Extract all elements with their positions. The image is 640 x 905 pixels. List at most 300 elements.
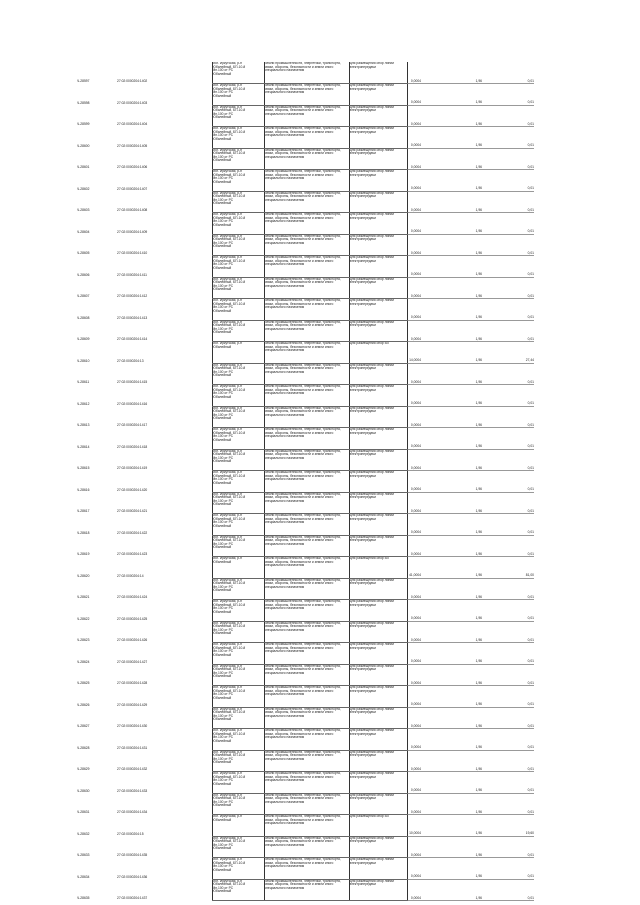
amount-cell: 0,01	[482, 621, 534, 643]
location-line: обл. Иркутская, р-н	[212, 728, 242, 732]
area-cell: 0,0004	[407, 449, 421, 471]
location-line: Юбилейный, БП-10-й	[212, 86, 246, 91]
permitted-use-cell: Для размещения опор линии электропередачи	[349, 62, 407, 84]
location-line: Мн.100 от РС	[212, 692, 234, 696]
location-cell	[212, 449, 264, 471]
amount-cell: 0,01	[482, 127, 534, 149]
location-line: обл. Иркутская, р-н	[212, 320, 242, 324]
location-cell	[212, 342, 264, 364]
rate-cell: 1,96	[440, 858, 482, 880]
spacer-cell	[421, 621, 440, 643]
area-cell: 0,0004	[407, 879, 421, 901]
location-line: обл. Иркутская, р-н	[212, 105, 242, 109]
amount-cell: 0,01	[482, 449, 534, 471]
parcel-id-cell: Ч-28634	[77, 874, 90, 879]
location-line: Юбилейный	[212, 674, 232, 678]
parcel-id-cell: Ч-28623	[77, 638, 90, 642]
permitted-use-cell: Для размещения опор линии электропередачи	[349, 535, 407, 557]
amount-cell: 81,00	[482, 557, 534, 579]
location-line: Мн.100 от РС	[212, 240, 234, 245]
rate-cell: 1,96	[440, 234, 482, 256]
location-line: Юбилейный	[212, 695, 232, 700]
rate-cell: 1,96	[440, 557, 482, 579]
rate-cell: 1,96	[440, 750, 482, 772]
parcel-id-cell: Ч-28599	[77, 122, 90, 126]
cadastral-number-cell: 27:02:0000204:15	[117, 831, 144, 836]
location-line: Мн.100 от РС	[212, 606, 234, 610]
location-line: Юбилейный	[212, 373, 232, 377]
table-row	[77, 256, 534, 278]
location-line: Юбилейный	[212, 244, 232, 248]
area-cell: 0,0004	[407, 299, 421, 321]
land-category-cell: Земли промышленности, энергетики, транспорта, связи, обороны, безопасности и земли иного специального назначения	[264, 514, 349, 536]
spacer-cell	[421, 299, 440, 321]
parcel-id-cell: Ч-28616	[77, 487, 90, 492]
parcel-id-cell: Ч-28602	[77, 186, 90, 191]
area-cell: 0,0004	[407, 729, 421, 751]
location-line: Юбилейный	[212, 846, 232, 850]
spacer-cell	[421, 170, 440, 192]
location-cell	[212, 234, 264, 256]
location-line: Мн.100 от РС	[212, 885, 234, 890]
location-cell	[212, 363, 264, 385]
amount-cell: 0,01	[482, 84, 534, 106]
spacer-cell	[421, 256, 440, 278]
location-line: Юбилейный, БП-10-й	[212, 151, 246, 155]
spacer-cell	[421, 234, 440, 256]
land-category-cell: Земли промышленности, энергетики, транспорта, связи, обороны, безопасности и земли иного специального назначения	[264, 449, 349, 471]
area-cell: 0,0004	[407, 62, 421, 84]
location-line: Мн.100 от РС	[212, 541, 234, 546]
permitted-use-cell: Для размещения опор линии электропередачи	[349, 127, 407, 149]
location-line: Юбилейный, БП-10-й	[212, 215, 246, 220]
land-category-cell: Земли промышленности, энергетики, транспорта, связи, обороны, безопасности и земли иного специального назначения	[264, 879, 349, 901]
spacer-cell	[421, 793, 440, 815]
spacer-cell	[421, 858, 440, 880]
area-cell: 0,0004	[407, 793, 421, 815]
parcel-id-cell: Ч-28611	[77, 380, 90, 384]
parcel-id-cell: Ч-28629	[77, 767, 90, 771]
permitted-use-cell: Для размещения опор линии электропередачи	[349, 729, 407, 751]
location-line: Юбилейный, БП-10-й	[212, 645, 246, 650]
spacer-cell	[421, 191, 440, 213]
spacer-cell	[421, 277, 440, 299]
cadastral-number-cell: 27:02:0000204:1427	[117, 659, 148, 664]
location-cell	[212, 772, 264, 794]
permitted-use-cell: Для размещения опор линии электропередачи	[349, 105, 407, 127]
amount-cell: 0,01	[482, 406, 534, 428]
parcel-id-cell: Ч-28631	[77, 810, 90, 814]
location-line: Юбилейный	[212, 158, 232, 162]
cadastral-number-cell: 27:02:0000204:1437	[117, 896, 148, 900]
cadastral-number-cell: 27:02:0000204:1432	[117, 767, 148, 771]
permitted-use-cell: Для размещения опор линии электропередачи	[349, 621, 407, 643]
permitted-use-cell: Для размещения опор линии электропередачи	[349, 406, 407, 428]
table-row	[77, 234, 534, 256]
land-category-cell: Земли промышленности, энергетики, транспорта, связи, обороны, безопасности и земли иного специального назначения	[264, 428, 349, 450]
amount-cell: 0,01	[482, 471, 534, 493]
rate-cell: 1,96	[440, 686, 482, 708]
table-row	[77, 686, 534, 708]
location-line: Мн.100 от РС	[212, 283, 234, 288]
parcel-id-cell: Ч-28607	[77, 294, 90, 298]
cadastral-number-cell: 27:02:0000204:1402	[117, 79, 148, 83]
location-line: обл. Иркутская, р-н	[212, 427, 242, 431]
location-line: Юбилейный, БП-10-й	[212, 710, 246, 714]
parcel-id-cell: Ч-28621	[77, 595, 90, 599]
cadastral-number-cell: 27:02:0000204:1409	[117, 229, 148, 234]
location-cell	[212, 127, 264, 149]
land-category-cell: Земли промышленности, энергетики, транспорта, связи, обороны, безопасности и земли иного специального назначения	[264, 191, 349, 213]
parcel-id-cell: Ч-28628	[77, 745, 90, 750]
location-line: Мн.100 от РС	[212, 68, 234, 72]
spacer-cell	[421, 772, 440, 794]
location-line: Юбилейный, БП-10-й	[212, 473, 246, 478]
table-row	[77, 84, 534, 106]
spacer-cell	[421, 213, 440, 235]
location-cell	[212, 578, 264, 600]
rate-cell: 1,96	[440, 707, 482, 729]
location-line: Юбилейный, БП-10-й	[212, 495, 246, 499]
table-row	[77, 600, 534, 622]
cadastral-number-cell: 27:02:0000204:1431	[117, 745, 148, 750]
amount-cell: 0,01	[482, 492, 534, 514]
location-line: обл. Иркутская, р-н	[212, 857, 242, 861]
table-row	[77, 557, 534, 579]
area-cell: 0,0004	[407, 858, 421, 880]
location-line: Мн.100 от РС	[212, 197, 234, 202]
table-row	[77, 815, 534, 837]
location-line: Мн.100 от РС	[212, 627, 234, 632]
spacer-cell	[421, 105, 440, 127]
permitted-use-cell: Для размещения опор линии электропередачи	[349, 772, 407, 794]
location-line: Юбилейный	[212, 631, 232, 635]
table-row	[77, 62, 534, 84]
rate-cell: 1,96	[440, 471, 482, 493]
rate-cell: 1,96	[440, 772, 482, 794]
permitted-use-cell: Для размещения опор линии электропередачи	[349, 363, 407, 385]
location-line: Мн.100 от РС	[212, 412, 234, 417]
parcel-id-cell: Ч-28626	[77, 702, 90, 707]
location-line: Юбилейный, БП-10-й	[212, 301, 246, 306]
location-line: Юбилейный	[212, 803, 232, 807]
land-category-cell: Земли промышленности, энергетики, транспорта, связи, обороны, безопасности и земли иного специального назначения	[264, 170, 349, 192]
rate-cell: 1,96	[440, 170, 482, 192]
table-row	[77, 772, 534, 794]
location-cell	[212, 707, 264, 729]
cadastral-number-cell: 27:02:0000204:1419	[117, 466, 148, 470]
spacer-cell	[421, 62, 440, 84]
area-cell: 0,0004	[407, 836, 421, 858]
spacer-cell	[421, 363, 440, 385]
area-cell: 0,0004	[407, 256, 421, 278]
spacer-cell	[421, 750, 440, 772]
rate-cell: 1,96	[440, 621, 482, 643]
location-cell	[212, 471, 264, 493]
cadastral-number-cell: 27:02:0000204:1403	[117, 100, 148, 105]
location-line: Юбилейный	[212, 760, 232, 764]
table-row	[77, 428, 534, 450]
cadastral-number-cell: 27:02:0000204:1411	[117, 272, 148, 277]
location-line: Мн.100 от РС	[212, 799, 234, 804]
location-line: обл. Иркутская, р-н	[212, 470, 242, 474]
location-cell	[212, 105, 264, 127]
parcel-id-cell: Ч-28606	[77, 272, 90, 277]
area-cell: 0,0004	[407, 686, 421, 708]
cadastral-number-cell: 27:02:0000204:1405	[117, 143, 148, 148]
rate-cell: 1,96	[440, 664, 482, 686]
location-line: Юбилейный	[212, 308, 232, 313]
rate-cell: 1,96	[440, 535, 482, 557]
location-cell	[212, 320, 264, 342]
location-line: Мн.100 от РС	[212, 391, 234, 395]
land-category-cell: Земли промышленности, энергетики, транспорта, связи, обороны, безопасности и земли иного специального назначения	[264, 127, 349, 149]
parcel-id-cell: Ч-28635	[77, 896, 90, 900]
land-category-cell: Земли промышленности, энергетики, транспорта, связи, обороны, безопасности и земли иного специального назначения	[264, 471, 349, 493]
area-cell: 0,0004	[407, 664, 421, 686]
area-cell: 0,0004	[407, 148, 421, 170]
location-cell	[212, 406, 264, 428]
location-line: Юбилейный, БП-10-й	[212, 731, 246, 736]
cadastral-number-cell: 27:02:0000204:1425	[117, 616, 148, 621]
amount-cell: 0,01	[482, 514, 534, 536]
cadastral-number-cell: 27:02:0000204:1434	[117, 810, 148, 814]
rate-cell: 1,96	[440, 84, 482, 106]
cadastral-number-cell: 27:02:0000204:1436	[117, 874, 148, 879]
cadastral-number-cell: 27:02:0000204:1422	[117, 530, 148, 535]
location-line: обл. Иркутская, р-н	[212, 277, 242, 281]
location-line: Юбилейный, БП-10-й	[212, 258, 246, 263]
permitted-use-cell: Для размещения опор линии электропередачи	[349, 836, 407, 858]
parcel-id-cell: Ч-28615	[77, 466, 90, 470]
location-line: Мн.100 от РС	[212, 133, 234, 137]
land-category-cell: Земли промышленности, энергетики, транспорта, связи, обороны, безопасности и земли иного специального назначения	[264, 148, 349, 170]
location-line: Мн.100 от РС	[212, 864, 234, 868]
location-cell	[212, 148, 264, 170]
table-row	[77, 664, 534, 686]
permitted-use-cell: Для размещения опор ВЛ	[349, 342, 407, 364]
amount-cell: 0,01	[482, 578, 534, 600]
location-line: Юбилейный, БП-10-й	[212, 172, 246, 177]
location-line: Юбилейный, БП-10-й	[212, 64, 246, 69]
cadastral-number-cell: 27:02:0000204:1407	[117, 186, 148, 191]
location-line: Мн.100 от РС	[212, 219, 234, 223]
amount-cell: 0,01	[482, 428, 534, 450]
rate-cell: 1,96	[440, 406, 482, 428]
amount-cell: 0,01	[482, 234, 534, 256]
amount-cell: 0,01	[482, 879, 534, 901]
location-line: Мн.100 от РС	[212, 154, 234, 159]
rate-cell: 1,96	[440, 127, 482, 149]
location-cell	[212, 750, 264, 772]
area-cell: 0,0004	[407, 127, 421, 149]
land-category-cell: Земли промышленности, энергетики, транспорта, связи, обороны, безопасности и земли иного специального назначения	[264, 234, 349, 256]
location-line: Юбилейный, БП-10-й	[212, 774, 246, 779]
table-row	[77, 471, 534, 493]
amount-cell: 0,01	[482, 148, 534, 170]
permitted-use-cell: Для размещения опор линии электропередачи	[349, 234, 407, 256]
location-line: Юбилейный	[212, 437, 232, 442]
cadastral-number-cell: 27:02:0000204:1415	[117, 380, 148, 384]
cadastral-number-cell: 27:02:0000204:1424	[117, 595, 148, 599]
area-cell: 0,0004	[407, 406, 421, 428]
rate-cell: 1,96	[440, 836, 482, 858]
rate-cell: 1,96	[440, 62, 482, 84]
amount-cell: 0,01	[482, 793, 534, 815]
permitted-use-cell: Для размещения опор ВЛ	[349, 815, 407, 837]
location-cell	[212, 213, 264, 235]
table-row	[77, 535, 534, 557]
location-line: обл. Иркутская, р-н	[212, 212, 242, 216]
parcel-id-cell: Ч-28597	[77, 79, 90, 83]
location-line: Юбилейный, БП-10-й	[212, 108, 246, 112]
parcel-id-cell: Ч-28627	[77, 724, 90, 728]
location-line: обл. Иркутская, р-н	[212, 513, 242, 517]
location-line: Юбилейный	[212, 179, 232, 184]
location-line: Юбилейный, БП-10-й	[212, 237, 246, 241]
location-line: обл. Иркутская, р-н	[212, 578, 242, 582]
location-cell	[212, 600, 264, 622]
table-row	[77, 385, 534, 407]
rate-cell: 1,96	[440, 320, 482, 342]
area-cell: 14,0004	[407, 342, 421, 364]
land-category-cell: Земли промышленности, энергетики, транспорта, связи, обороны, безопасности и земли иного специального назначения	[264, 363, 349, 385]
rate-cell: 1,96	[440, 277, 482, 299]
location-line: Юбилейный	[212, 93, 232, 98]
rate-cell: 1,96	[440, 879, 482, 901]
location-line: Юбилейный	[212, 265, 232, 270]
cadastral-number-cell: 27:02:0000204:1426	[117, 638, 148, 642]
location-line: Юбилейный, БП-10-й	[212, 452, 246, 456]
location-line: Юбилейный, БП-10-й	[212, 602, 246, 607]
amount-cell: 0,01	[482, 535, 534, 557]
rate-cell: 1,96	[440, 514, 482, 536]
area-cell: 0,0004	[407, 84, 421, 106]
location-cell	[212, 84, 264, 106]
location-line: Юбилейный	[212, 416, 232, 420]
spacer-cell	[421, 600, 440, 622]
location-line: Юбилейный, БП-10-й	[212, 882, 246, 886]
land-category-cell: Земли промышленности, энергетики, транспорта, связи, обороны, безопасности и земли иного специального назначения	[264, 105, 349, 127]
parcel-id-cell: Ч-28609	[77, 337, 90, 341]
permitted-use-cell: Для размещения опор линии электропередачи	[349, 449, 407, 471]
amount-cell: 0,01	[482, 772, 534, 794]
parcel-id-cell: Ч-28603	[77, 208, 90, 212]
rate-cell: 1,96	[440, 729, 482, 751]
location-line: обл. Иркутская, р-н	[212, 492, 242, 496]
table-row	[77, 836, 534, 858]
permitted-use-cell: Для размещения опор линии электропередачи	[349, 707, 407, 729]
location-line: Мн.100 от РС	[212, 735, 234, 739]
location-line: Юбилейный, БП-10-й	[212, 366, 246, 370]
land-category-cell: Земли промышленности, энергетики, транспорта, связи, обороны, безопасности и земли иного специального назначения	[264, 858, 349, 880]
table-row	[77, 858, 534, 880]
land-category-cell: Земли промышленности, энергетики, транспорта, связи, обороны, безопасности и земли иного специального назначения	[264, 277, 349, 299]
parcel-id-cell: Ч-28614	[77, 444, 90, 449]
location-cell	[212, 535, 264, 557]
table-row	[77, 320, 534, 342]
rate-cell: 1,96	[440, 148, 482, 170]
area-cell: 0,0004	[407, 428, 421, 450]
table-row	[77, 277, 534, 299]
area-cell: 0,0004	[407, 621, 421, 643]
location-line: Юбилейный	[212, 781, 232, 786]
rate-cell: 1,96	[440, 105, 482, 127]
permitted-use-cell: Для размещения опор линии электропередачи	[349, 385, 407, 407]
permitted-use-cell: Для размещения опор линии электропередачи	[349, 686, 407, 708]
amount-cell: 0,01	[482, 836, 534, 858]
table-row	[77, 514, 534, 536]
location-line: обл. Иркутская, р-н	[212, 750, 242, 754]
cadastral-number-cell: 27:02:0000204:1421	[117, 509, 148, 513]
parcel-id-cell: Ч-28622	[77, 616, 90, 621]
location-cell	[212, 428, 264, 450]
location-line: Мн.100 от РС	[212, 305, 234, 309]
location-line: обл. Иркутская, р-н	[212, 191, 242, 195]
location-line: Юбилейный	[212, 867, 232, 872]
permitted-use-cell: Для размещения опор линии электропередачи	[349, 191, 407, 213]
area-cell: 0,0004	[407, 170, 421, 192]
land-category-cell: Земли промышленности, энергетики, транспорта, связи, обороны, безопасности и земли иного специального назначения	[264, 342, 349, 364]
table-row	[77, 148, 534, 170]
amount-cell: 0,01	[482, 686, 534, 708]
cadastral-number-cell: 27:02:0000204:14	[117, 573, 144, 578]
land-category-cell: Земли промышленности, энергетики, транспорта, связи, обороны, безопасности и земли иного специального назначения	[264, 643, 349, 665]
location-cell	[212, 170, 264, 192]
amount-cell: 0,01	[482, 213, 534, 235]
amount-cell: 0,01	[482, 385, 534, 407]
location-cell	[212, 299, 264, 321]
location-line: Юбилейный	[212, 738, 232, 743]
location-line: обл. Иркутская, р-н	[212, 384, 242, 388]
location-line: Мн.100 от РС	[212, 520, 234, 524]
permitted-use-cell: Для размещения опор линии электропередачи	[349, 643, 407, 665]
table-row	[77, 299, 534, 321]
permitted-use-cell: Для размещения опор линии электропередачи	[349, 600, 407, 622]
location-line: Мн.100 от РС	[212, 713, 234, 718]
spacer-cell	[421, 428, 440, 450]
area-cell: 0,0004	[407, 213, 421, 235]
permitted-use-cell: Для размещения опор линии электропередачи	[349, 213, 407, 235]
location-line: Мн.100 от РС	[212, 369, 234, 374]
parcel-id-cell: Ч-28608	[77, 315, 90, 320]
location-line: Юбилейный, БП-10-й	[212, 516, 246, 521]
spacer-cell	[421, 643, 440, 665]
amount-cell: 0,01	[482, 750, 534, 772]
location-line: Мн.100 от РС	[212, 649, 234, 653]
location-line: Мн.100 от РС	[212, 498, 234, 503]
location-line: Юбилейный	[212, 115, 232, 119]
spacer-cell	[421, 449, 440, 471]
area-cell: 41,0004	[407, 557, 421, 579]
permitted-use-cell: Для размещения опор линии электропередачи	[349, 578, 407, 600]
cadastral-number-cell: 27:02:0000204:1435	[117, 853, 148, 857]
location-line: Юбилейный	[212, 344, 232, 349]
rate-cell: 1,96	[440, 815, 482, 837]
land-category-cell: Земли промышленности, энергетики, транспорта, связи, обороны, безопасности и земли иного специального назначения	[264, 621, 349, 643]
location-line: обл. Иркутская, р-н	[212, 793, 242, 797]
permitted-use-cell: Для размещения опор линии электропередачи	[349, 84, 407, 106]
cadastral-number-cell: 27:02:0000204:1412	[117, 294, 148, 298]
location-cell	[212, 557, 264, 579]
spacer-cell	[421, 535, 440, 557]
location-cell	[212, 686, 264, 708]
land-category-cell: Земли промышленности, энергетики, транспорта, связи, обороны, безопасности и земли иного специального назначения	[264, 707, 349, 729]
location-cell	[212, 621, 264, 643]
location-line: обл. Иркутская, р-н	[212, 685, 242, 689]
land-category-cell: Земли промышленности, энергетики, транспорта, связи, обороны, безопасности и земли иного специального назначения	[264, 492, 349, 514]
table-row	[77, 729, 534, 751]
